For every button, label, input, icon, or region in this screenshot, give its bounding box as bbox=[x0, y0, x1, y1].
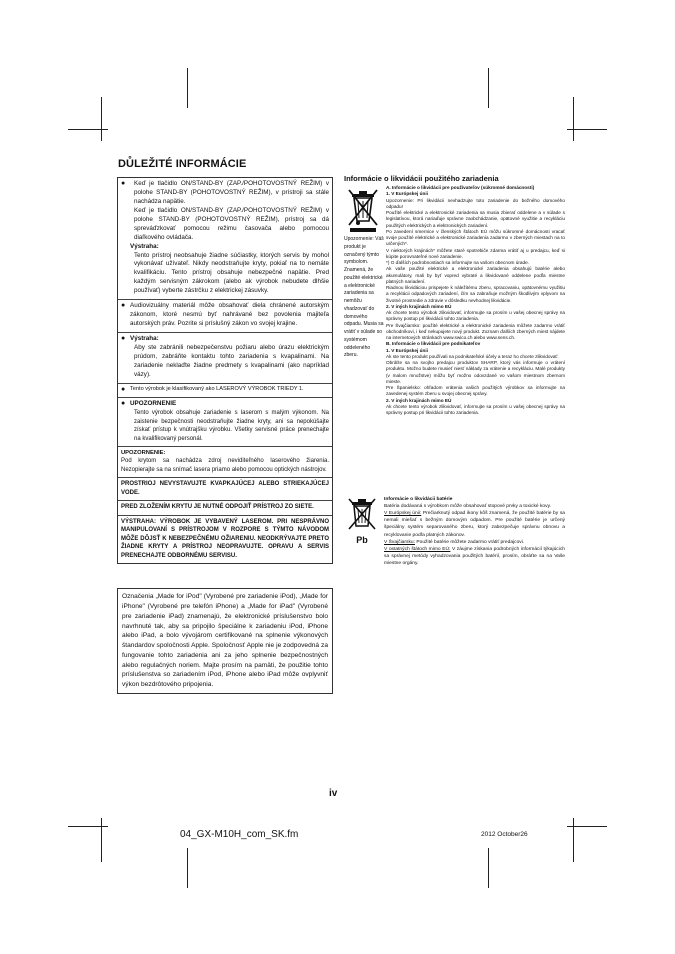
footer-filename: 04_GX-M10H_com_SK.fm bbox=[180, 829, 299, 840]
liquid-warning-row bbox=[118, 333, 332, 384]
disposal-paragraph: Ak chcete tento výrobok zlikvidovať, informujte sa prosím u vašej obecnej správy na správny postup pri likvidácii tohto zariadenia. bbox=[386, 310, 565, 322]
standby-line-2: Keď je tlačidlo ON/STAND-BY (ZAP./POHOTOVOSTNÝ REŽIM) v polohe STAND-BY (POHOTOVOSTNÝ REŽIM), prístroj sa dá spreváďzkovať pomocou režimu časovača alebo pomocou diaľkového ovládača. bbox=[134, 206, 329, 241]
invisible-laser-body: Pod krytom sa nachádza zdroj neviditeľného laserového žiarenia. Nezopierajte sa na snímač lasera priamo alebo pomocou optických nástrojov. bbox=[121, 458, 329, 473]
disposal-paragraph: Ak ste tento produkt používali na podnikateľské účely a teraz ho chcete zlikvidovať: bbox=[386, 353, 559, 359]
battery-title: Informácie o likvidácii batérie bbox=[384, 497, 453, 502]
bullet-icon: ● bbox=[121, 400, 126, 408]
standby-row bbox=[118, 178, 332, 300]
laser-caution-body: Tento výrobok obsahuje zariadenie s laserom s malým výkonom. Na zaistenie bezpečnosti neodstraňujte žiadne kryty, ani sa nepokúšajte získať prístup k vnútrajšku výrobku. Všetky servisné práce prenechajte na kvalifikovaný personál. bbox=[134, 410, 329, 442]
invisible-laser-heading: UPOZORNENIE: bbox=[121, 450, 166, 457]
disposal-paragraph: 1. V Európskej únii bbox=[386, 347, 428, 353]
disposal-paragraph: B. Informácie o likvidácii pre podnikateľov bbox=[386, 341, 481, 347]
disposal-paragraph: Obráťte sa na svojho predajcu produktov SHARP, ktorý vás informuje o vrátení produktu. Možno budete musieť niesť náklady za vrátenie a recykláciu. Malé produkty (v malom množstve) môžu byť možno odovzdané vo vašom miestnom zbernom mieste. bbox=[386, 360, 565, 384]
laser-caution-heading: UPOZORNENIE bbox=[130, 400, 177, 408]
disposal-text bbox=[386, 185, 565, 416]
crop-mark bbox=[187, 848, 188, 888]
crop-mark bbox=[68, 826, 108, 827]
battery-eu-label: V Európskej únii: bbox=[384, 511, 422, 517]
battery-other-label: V ostatných štátoch mimo EÚ: bbox=[384, 546, 451, 552]
battery-ch-text: Použité batérie môžete zadarmo vrátiť predajcovi. bbox=[416, 539, 525, 545]
crop-mark bbox=[187, 68, 188, 108]
right-column bbox=[344, 174, 565, 416]
disposal-paragraph: Riadnou likvidáciou prispejete k náležitému zberu, spracovaniu, opätovnému využitiu a recyklácii odpadových zariadení, čím sa zabraňuje možným škodlivým vplyvom na životné prostredie a zdravie v dôsledku nevhodnej likvidácie. bbox=[386, 285, 565, 303]
crossed-bin-icon bbox=[344, 185, 382, 233]
disposal-paragraph: Po zavedení smernice v členských štátoch EÚ môžu súkromné domácnosti vracať svoje použité elektrické a elektronické zariadenia zadarmo v zberných miestach na to určených*. bbox=[386, 228, 565, 247]
crop-mark bbox=[573, 97, 574, 141]
disposal-paragraph: 2. V iných krajinách mimo EÚ bbox=[386, 303, 452, 309]
crop-mark bbox=[101, 818, 102, 862]
crop-mark bbox=[101, 97, 102, 141]
warning-body: Tento prístroj neobsahuje žiadne súčiastky, ktorých servis by mohol vykonávať užívateľ. Nikdy neodstraňujte kryty, pokiaľ na to nemáte kvalifikáciu. Tento prístroj obsahuje nebezpečné napätie. Pred každým servisným zákrokom (alebo ak výrobok nebudete dlhšie používať) vyberte zástrčku z elektrickej zásuvky. bbox=[134, 251, 329, 295]
disposal-paragraph: Ak vaše použité elektrické a elektronické zariadenia obsahujú batérie alebo akumulátory, mali by byť vopred vybraté a likvidované oddelene podľa miestne platných nariadení. bbox=[386, 266, 565, 284]
disposal-section bbox=[344, 185, 565, 416]
pb-label: Pb bbox=[356, 534, 368, 545]
disposal-paragraph: Pre Španielsko: ohľadom vrátenia vašich použitých výrobkov sa informujte na zavedenej systém zberu u svojej obecnej správy. bbox=[386, 385, 565, 397]
water-warning-row: PROSTRIOJ NEVYSTAVUJTE KVAPKAJÚCEJ ALEBO STRIEKAJÚCEJ VODE. bbox=[118, 478, 332, 501]
page-number: iv bbox=[329, 788, 338, 799]
laser-exposure-warning-row: VÝSTRAHA: VÝROBOK JE VYBAVENÝ LASEROM. PRI NESPRÁVNO MANIPULOVANÍ S PRÍSTROJOM V ROZPORE S TÝMTO NÁVODOM MÔŽE DÔJSŤ K NEBEZPEČNÉMU OŽIARENIU. NEODKRÝVAJTE PRETO ŽIADNE KRYTY A PRÍSTROJ NEOPRAVUJTE. OPRAVU A SERVIS PRENECHAJTE ODBORNÉMU SERVISU. bbox=[121, 518, 329, 559]
ipod-notice-box: Označenia „Made for iPod" (Vyrobené pre zariadenie iPod), „Made for iPhone" (Vyrobené pre telefón iPhone) a „Made for iPad" (Vyrobené pre zariadenie iPad) znamenajú, že elektronické príslušenstvo bolo navrhnuté tak, aby sa pripojilo špeciálne k zariadeniu iPod, iPhone alebo iPad, a bolo vývojárom certifikované na splnenie výkonových štandardov spoločnosti Apple. Spoločnosť Apple nie je zodpovedná za fungovanie tohto zariadenia ani za jeho splnenie bezpečnostných alebo regulačných noriem. Majte prosím na pamäti, že použitie tohto príslušenstva so zariadením iPod, iPhone alebo iPad môže ovplyvniť výkon bezdrôtového pripojenia. bbox=[117, 588, 333, 694]
disposal-paragraph: V niektorých krajinách* môžete staré spotrebiče zdarma vrátiť aj u predajcu, keď si kúpite porovnateľné nové zariadenie. bbox=[386, 247, 565, 259]
disposal-paragraph: Upozornenie: Pri likvidácii nevhadzujte toto zariadenie do bežného domového odpadu! bbox=[386, 197, 565, 209]
crop-mark bbox=[567, 129, 607, 130]
battery-bin-icon bbox=[344, 496, 380, 545]
disposal-paragraph: 2. V iných krajinách mimo EÚ bbox=[386, 397, 452, 403]
disposal-paragraph: *) O ďalších podrobnostiach sa informujte na vašom obecnom úrade. bbox=[386, 260, 530, 265]
bullet-icon: ● bbox=[121, 335, 126, 342]
bullet-icon: ● bbox=[121, 302, 126, 310]
crop-mark bbox=[68, 129, 108, 130]
invisible-laser-row bbox=[118, 447, 332, 478]
crop-mark bbox=[488, 848, 489, 888]
disposal-paragraph: Použité elektrické a elektronické zariadenia sa musia zbierať oddelene a v súlade s legislatívou, ktorá nariaďuje správne zaobchádzanie, opätovné využitie a recykláciu použitých elektrických a elektronických zariadení. bbox=[386, 210, 565, 228]
footer-date: 2012 October26 bbox=[481, 831, 528, 838]
copyright-text: Audiovizuálny materiál môže obsahovať diela chránené autorským zákonom, ktoré nesmú byť nahrávané bez povolenia majiteľa autorských práv. Pozrite si príslušný zákon vo svojej krajine. bbox=[130, 302, 329, 328]
copyright-row bbox=[118, 300, 332, 333]
warning-heading: Výstraha: bbox=[130, 242, 159, 250]
page-title: DŮLEŽITÉ INFORMÁCIE bbox=[118, 158, 247, 170]
laser-class-row bbox=[118, 384, 332, 398]
standby-line-1: Keď je tlačidlo ON/STAND-BY (ZAP./POHOTOVOSTNÝ REŽIM) v polohe STAND-BY (POHOTOVOSTNÝ REŽIM), v prístroji sa stále nachádza napätie. bbox=[134, 180, 329, 205]
unplug-warning-row: PRED ZLOŽENÍM KRYTU JE NUTNÉ ODPOJIŤ PRÍSTROJ ZO SIETE. bbox=[118, 501, 332, 516]
disposal-title: Informácie o likvidácii použitého zariadenia bbox=[344, 174, 499, 183]
disposal-side-note: Upozornenie: Váš produkt je označený týmto symbolom. Znamená, že použité elektrické a elektronické zariadenia sa nemôžu vhadzovať do domového odpadu. Musia sa vrátiť v súlade so systémom oddeleného zberu. bbox=[344, 236, 384, 359]
left-column bbox=[117, 177, 333, 694]
crop-mark bbox=[573, 818, 574, 862]
bullet-icon: ● bbox=[121, 180, 126, 187]
disposal-paragraph: Pre Švajčiarsko: použité elektrické a elektronické zariadenia môžete zadarmo vrátiť obchodníkovi, i keď nekupujete nový produkt. Zoznam ďalších zberných miest nájdete na internetových stránkach www.swico.ch alebo www.sens.ch. bbox=[386, 322, 565, 340]
laser-caution-row bbox=[118, 398, 332, 447]
disposal-paragraph: A. Informácie o likvidácii pre používateľov (súkromné domácnosti) bbox=[386, 185, 535, 190]
crop-mark bbox=[567, 826, 607, 827]
battery-eu-text: Prečiarknutý odpad ikony kôš znamená, že použité batérie by sa nemali miešať s bežným domovým odpadom. Pre použité batérie je určený špeciálny systém separovaného zberu, ktorý zabezpečuje správnu obnovu a recyklovanie podľa platných zákonov. bbox=[384, 511, 566, 538]
safety-box bbox=[117, 177, 333, 564]
disposal-paragraph: Ak chcete tento výrobok zlikvidovať, informujte sa prosím u vašej obecnej správy na správny postup pri likvidácii tohto zariadenia. bbox=[386, 403, 565, 415]
battery-intro: Batéria dodávaná s výrobkom môže obsahovať stopové prvky a toxické kovy. bbox=[384, 504, 552, 510]
battery-other-text: V záujme získania podrobných informácií týkajúcich sa správnej metódy vyhadzovania použitých batérií, prosím, obráťte sa na Vaše miestne orgány. bbox=[384, 546, 565, 566]
disposal-paragraph: 1. V Európskej únii bbox=[386, 191, 428, 197]
battery-section bbox=[344, 496, 565, 567]
liquid-warning-heading: Výstraha: bbox=[130, 335, 159, 342]
liquid-warning-body: Aby ste zabránili nebezpečenstvu požiaru alebo úrazu elektrickým prúdom, zabráňte kontaktu tohto zariadenia s kvapalinami. Na zariadenie neklaďte žiadne predmety s kvapalinami (ako napríklad vázy). bbox=[134, 343, 329, 378]
crop-mark bbox=[488, 68, 489, 108]
battery-ch-label: V Švajčiarsku: bbox=[384, 539, 415, 545]
bullet-icon: ● bbox=[121, 385, 126, 393]
laser-class-text: Tento výrobok je klasifikovaný ako LASEROVÝ VÝROBOK TRIEDY 1. bbox=[130, 385, 304, 392]
